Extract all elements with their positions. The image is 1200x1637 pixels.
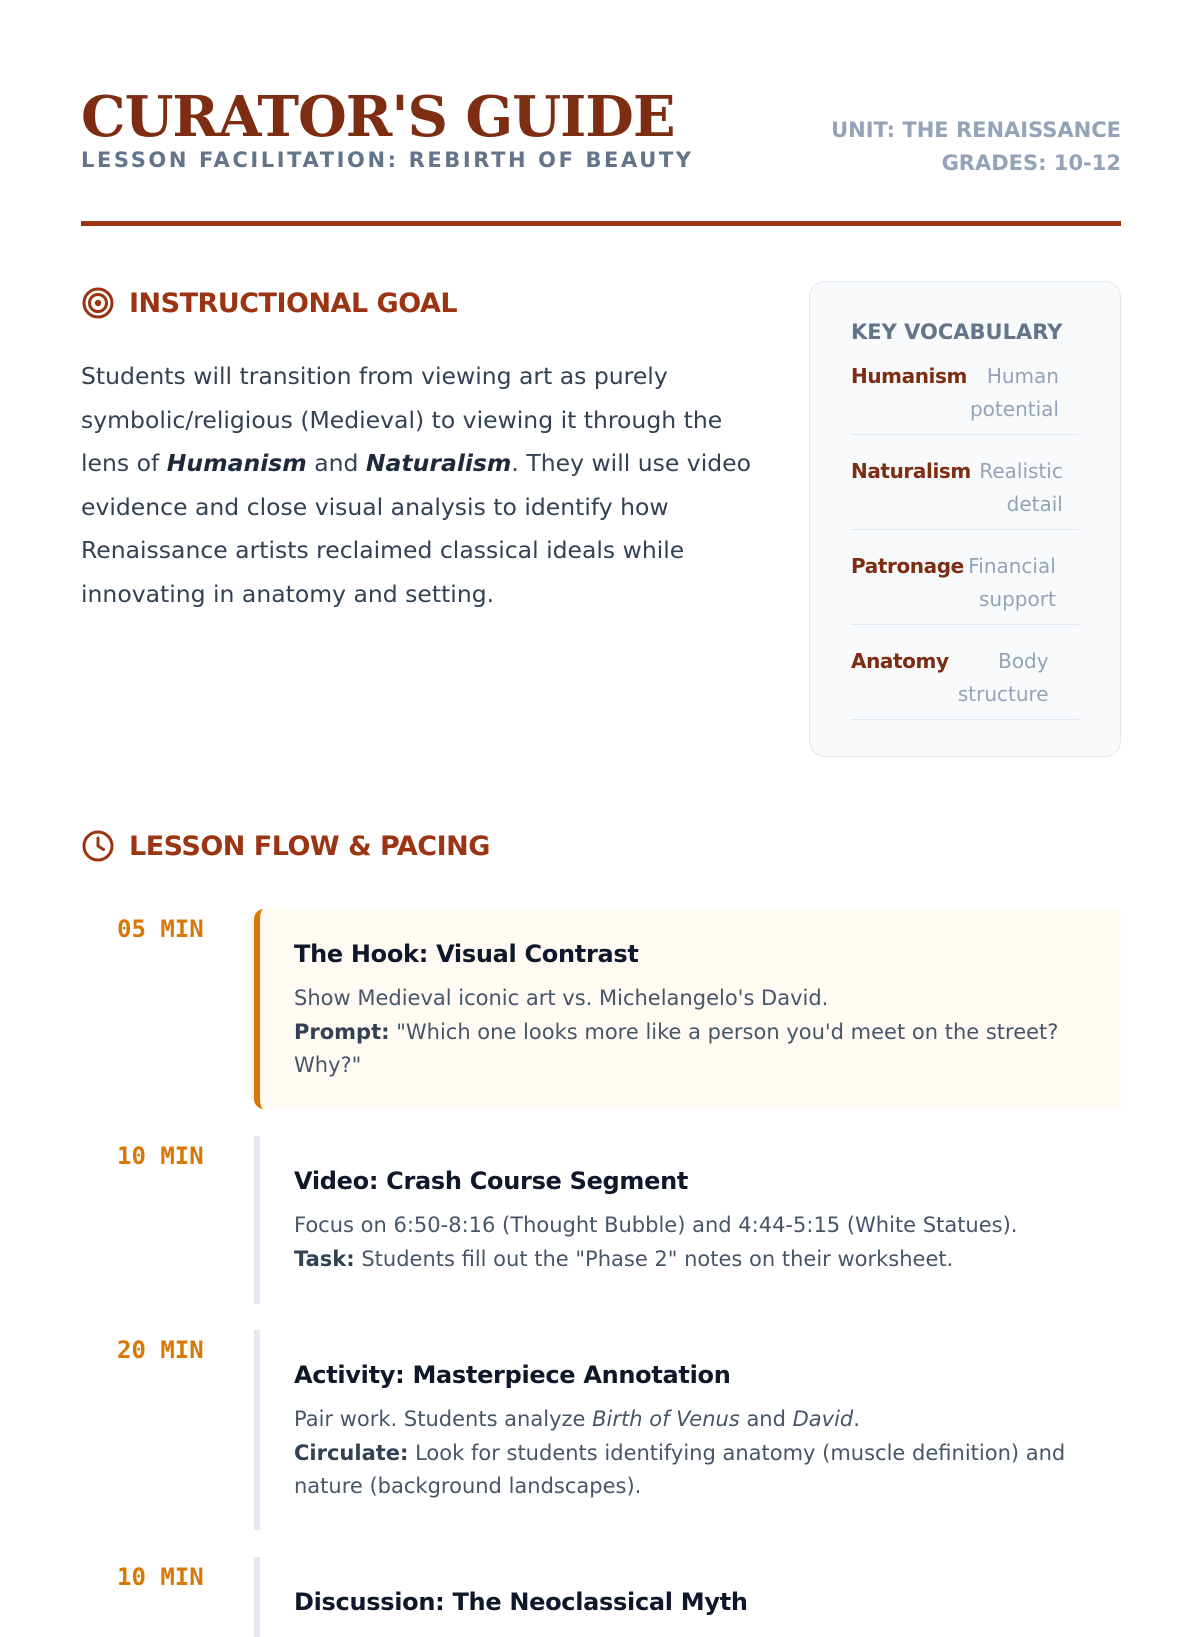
goal-text (81, 355, 761, 616)
step-line: and (739, 1407, 793, 1431)
goal-heading (81, 286, 457, 320)
step-label: Prompt: (294, 1019, 390, 1044)
step-line: "Which one looks more like a person you'd meet on the street? Why?" (294, 1019, 1059, 1077)
step-description (294, 1403, 1087, 1504)
step-card (254, 1136, 1121, 1304)
unit-meta (831, 114, 1121, 180)
vocab-definition: Financial support (968, 554, 1056, 611)
lesson-step (81, 1136, 1121, 1304)
target-icon (81, 286, 115, 320)
vocabulary-card (809, 281, 1121, 757)
step-card (254, 1557, 1121, 1637)
vocab-definition: Realistic detail (979, 459, 1063, 516)
step-title: Video: Crash Course Segment (294, 1167, 689, 1195)
unit-label: UNIT: THE RENAISSANCE (831, 118, 1121, 142)
step-title: Discussion: The Neoclassical Myth (294, 1588, 748, 1616)
lesson-step (81, 1330, 1121, 1530)
step-line: . (853, 1407, 860, 1431)
vocab-term: Humanism (851, 364, 967, 388)
step-line: Pair work. Students analyze (294, 1407, 593, 1431)
step-line: Focus on 6:50-8:16 (Thought Bubble) and 4:44-5:15 (White Statues). (294, 1213, 1018, 1237)
page-subtitle: LESSON FACILITATION: REBIRTH OF BEAUTY (81, 148, 694, 172)
step-title: Activity: Masterpiece Annotation (294, 1361, 731, 1389)
goal-term-humanism: Humanism (166, 449, 307, 477)
step-label: Task: (294, 1246, 355, 1271)
vocab-term: Anatomy (851, 649, 949, 673)
step-label: Circulate: (294, 1440, 409, 1465)
step-line: Students fill out the "Phase 2" notes on their worksheet. (354, 1246, 954, 1271)
step-description (294, 1209, 1087, 1276)
goal-heading-label: INSTRUCTIONAL GOAL (129, 287, 458, 319)
page-title: CURATOR'S GUIDE (81, 84, 675, 150)
goal-text-part: Students will transition from viewing art as purely symbolic/religious (Medieval) to viewing it through the lens of (81, 362, 723, 477)
lesson-step (81, 1557, 1121, 1637)
step-duration: 10 MIN (117, 1563, 204, 1591)
grades-label: GRADES: 10-12 (941, 151, 1121, 175)
vocab-item (851, 360, 1079, 435)
artwork-title: David (792, 1407, 854, 1431)
goal-text-part: . They will use video evidence and close visual analysis to identify how Renaissance artists reclaimed classical ideals while innovating in anatomy and setting. (81, 449, 751, 608)
vocab-definition: Human potential (969, 364, 1059, 421)
step-card (254, 909, 1121, 1109)
vocab-item (851, 645, 1079, 720)
step-line: Show Medieval iconic art vs. Michelangelo's David. (294, 986, 829, 1010)
header-divider (81, 221, 1121, 226)
step-line: Look for students identifying anatomy (muscle definition) and nature (background landscapes). (294, 1440, 1066, 1498)
step-card (254, 1330, 1121, 1530)
artwork-title: Birth of Venus (592, 1407, 740, 1431)
flow-heading-label: LESSON FLOW & PACING (129, 830, 490, 862)
vocab-term: Naturalism (851, 459, 971, 483)
page-header (81, 86, 1121, 226)
lesson-step (81, 909, 1121, 1109)
step-duration: 20 MIN (117, 1336, 204, 1364)
step-title: The Hook: Visual Contrast (294, 940, 639, 968)
vocabulary-title: KEY VOCABULARY (851, 320, 1063, 344)
vocab-item (851, 455, 1079, 530)
goal-text-part: and (306, 449, 366, 477)
clock-icon (81, 829, 115, 863)
goal-term-naturalism: Naturalism (365, 449, 512, 477)
flow-heading (81, 829, 490, 863)
vocab-term: Patronage (851, 554, 964, 578)
vocab-definition: Body structure (957, 649, 1049, 706)
step-description (294, 982, 1087, 1083)
vocab-item (851, 550, 1079, 625)
step-duration: 05 MIN (117, 915, 204, 943)
step-duration: 10 MIN (117, 1142, 204, 1170)
